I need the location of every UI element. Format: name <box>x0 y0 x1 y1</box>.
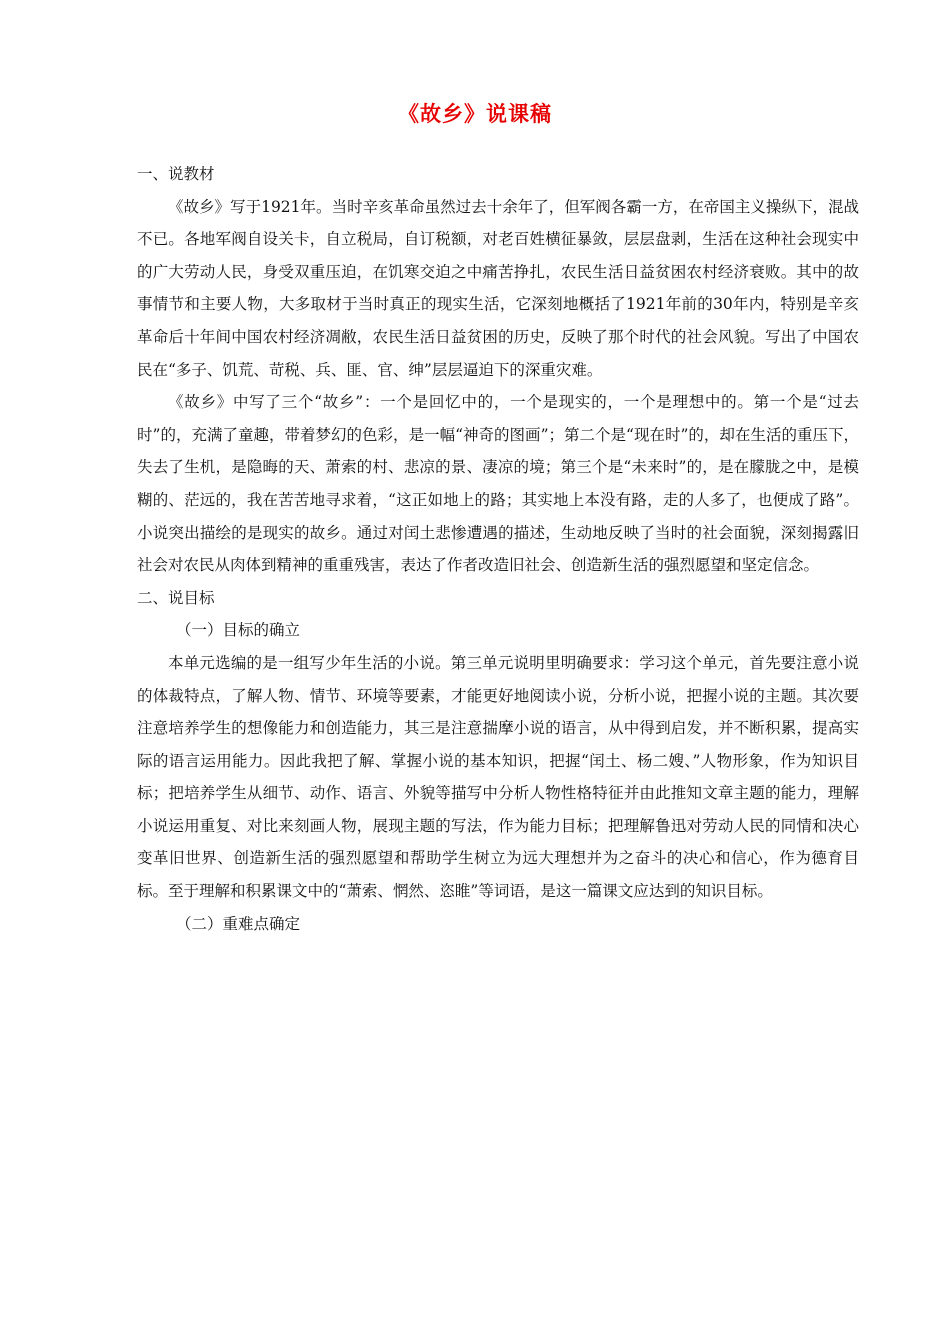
paragraph-objectives: 本单元选编的是一组写少年生活的小说。第三单元说明里明确要求：学习这个单元，首先要注意小说的体裁特点，了解人物、情节、环境等要素，才能更好地阅读小说，分析小说，把握小说的主题。其次要注意培养学生的想像能力和创造能力，其三是注意揣摩小说的语言，从中得到启发，并不断积累，提高实际的语言运用能力。因此我把了解、掌握小说的基本知识，把握“闰土、杨二嫂、”人物形象，作为知识目标；把培养学生从细节、动作、语言、外貌等描写中分析人物性格特征并由此推知文章主题的能力，理解小说运用重复、对比来刻画人物，展现主题的写法，作为能力目标；把理解鲁迅对劳动人民的同情和决心变革旧世界、创造新生活的强烈愿望和帮助学生树立为远大理想并为之奋斗的决心和信心，作为德育目标。至于理解和积累课文中的“萧索、惘然、恣睢”等词语，是这一篇课文应达到的知识目标。 <box>137 653 859 901</box>
section-heading-teaching-material: 一、说教材 <box>137 165 215 183</box>
document-title: 《故乡》说课稿 <box>398 102 552 126</box>
subsection-heading-key-points: （二）重难点确定 <box>176 914 301 933</box>
section-heading-objectives: 二、说目标 <box>137 588 215 607</box>
paragraph-three-hometowns: 《故乡》中写了三个“故乡”：一个是回忆中的，一个是现实的，一个是理想中的。第一个是“过去时”的，充满了童趣，带着梦幻的色彩，是一幅“神奇的图画”；第二个是“现在时”的，却在生活的重压下，失去了生机，是隐晦的天、萧索的村、悲凉的景、凄凉的境；第三个是“未来时”的，是在朦胧之中，是模糊的、茫远的，我在苦苦地寻求着，“这正如地上的路；其实地上本没有路，走的人多了，也便成了路”。小说突出描绘的是现实的故乡。通过对闰土悲惨遭遇的描述，生动地反映了当时的社会面貌，深刻揭露旧社会对农民从肉体到精神的重重残害，表达了作者改造旧社会、创造新生活的强烈愿望和坚定信念。 <box>137 393 859 575</box>
subsection-heading-objective-setting: （一）目标的确立 <box>176 621 301 640</box>
paragraph-background: 《故乡》写于1921年。当时辛亥革命虽然过去十余年了，但军阀各霸一方，在帝国主义操纵下，混战不已。各地军阀自设关卡，自立税局，自订税额，对老百姓横征暴敛，层层盘剥，生活在这种社会现实中的广大劳动人民，身受双重压迫，在饥寒交迫之中痛苦挣扎，农民生活日益贫困农村经济衰败。其中的故事情节和主要人物，大多取材于当时真正的现实生活，它深刻地概括了1921年前的30年内，特别是辛亥革命后十年间中国农村经济凋敝，农民生活日益贫困的历史，反映了那个时代的社会风貌。写出了中国农民在“多子、饥荒、苛税、兵、匪、官、绅”层层逼迫下的深重灾难。 <box>137 197 859 379</box>
document-body <box>137 158 859 940</box>
